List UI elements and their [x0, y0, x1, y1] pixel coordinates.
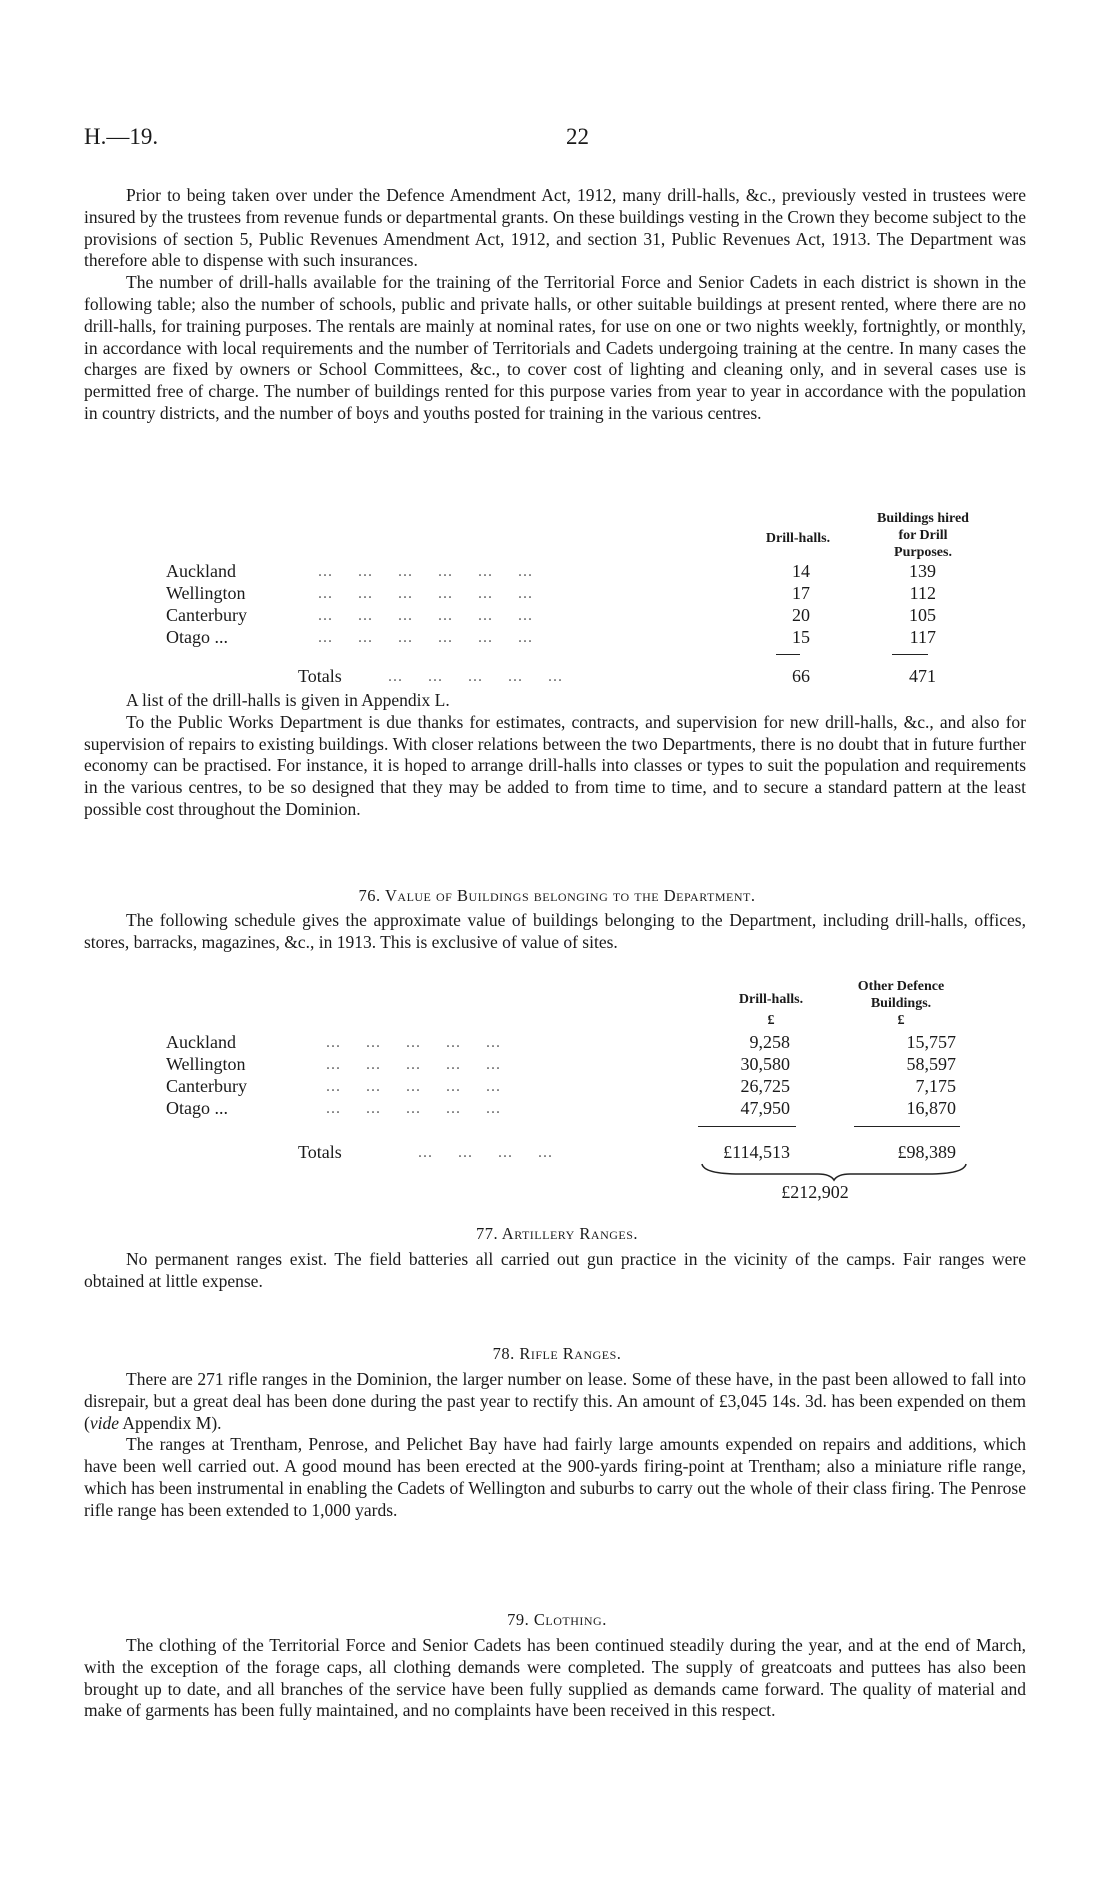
public-works-text — [84, 690, 1026, 821]
page-number: 22 — [566, 124, 589, 149]
table1-total-drill-halls: 66 — [792, 666, 810, 686]
table1-sum-rule — [776, 654, 800, 655]
table2-col-drill-halls: Drill-halls. — [738, 992, 804, 1007]
table2-col-drill-halls-unit: £ — [767, 1013, 775, 1028]
table2-total-other: £98,389 — [897, 1142, 956, 1162]
table1-sum-rule — [892, 654, 928, 655]
table2-cell-other: 15,757 — [906, 1032, 956, 1052]
table2-totals-label: Totals — [298, 1142, 342, 1162]
section-78-text — [84, 1369, 1026, 1522]
report-reference: H.—19. — [84, 124, 159, 149]
table2-row-district: Wellington — [166, 1054, 246, 1074]
table2-row-district: Canterbury — [166, 1076, 247, 1096]
table1-cell-hired: 117 — [909, 627, 936, 647]
trentham-ranges-paragraph: The ranges at Trentham, Penrose, and Pelichet Bay have had fairly large amounts expended on repairs and additions, which have been well carried out. A good mound has been erected at the 900-yards firing-point at Trentham; also a miniature rifle range, which has been instrumental in enabling the Cadets of Wellington and suburbs to carry out the whole of their class firing. The Penrose rifle range has been extended to 1,000 yards. — [84, 1434, 1026, 1520]
artillery-ranges-paragraph: No permanent ranges exist. The field batteries all carried out gun practice in the vicinity of the camps. Fair ranges were obtained at little expense. — [84, 1249, 1026, 1291]
leader-dots: ... ... ... ... ... — [326, 1056, 501, 1073]
table2-cell-drill-halls: 9,258 — [749, 1032, 790, 1052]
table2-cell-other: 16,870 — [906, 1098, 956, 1118]
leader-dots: ... ... ... ... ... ... — [318, 563, 533, 580]
section-79-heading: 79. Clothing. — [507, 1610, 607, 1629]
table1-row-district: Auckland — [166, 561, 236, 581]
table2-sum-rule — [698, 1126, 796, 1127]
table1-cell-hired: 139 — [909, 561, 936, 581]
table2-cell-other: 58,597 — [906, 1054, 956, 1074]
section-76-heading: 76. Value of Buildings belonging to the Department. — [358, 886, 756, 905]
table1-row-district: Canterbury — [166, 605, 247, 625]
table1-cell-drill-halls: 15 — [792, 627, 810, 647]
leader-dots: ... ... ... ... ... ... — [318, 607, 533, 624]
table1-cell-hired: 105 — [909, 605, 936, 625]
section-77-heading: 77. Artillery Ranges. — [475, 1224, 639, 1243]
table1-cell-drill-halls: 14 — [792, 561, 810, 581]
section-77-text — [84, 1249, 1026, 1293]
leader-dots: ... ... ... ... ... — [388, 668, 563, 685]
value-schedule-paragraph: The following schedule gives the approximate value of buildings belonging to the Department, including drill-halls, offices, stores, barracks, magazines, &c., in 1913. This is exclusive of value of sites. — [84, 910, 1026, 952]
rifle-ranges-paragraph: There are 271 rifle ranges in the Dominion, the larger number on lease. Some of these have, in the past been allowed to fall into disrepair, but a great deal has been done during the past year to rectify this. An amount of £3,045 14s. 3d. has been expended on them (vide Appendix M). — [84, 1369, 1026, 1433]
section-78-heading: 78. Rifle Ranges. — [492, 1344, 622, 1363]
public-works-paragraph: To the Public Works Department is due thanks for estimates, contracts, and supervision for new drill-halls, &c., and also for supervision of repairs to existing buildings. With closer relations between the two Departments, there is no doubt that in future further economy can be practised. For instance, it is hoped to arrange drill-halls into classes or types to suit the population and requirements in the various centres, to be so designed that they may be added to from time to time, and to secure a standard pattern at the least possible cost throughout the Dominion. — [84, 711, 1026, 819]
leader-dots: ... ... ... ... — [418, 1144, 553, 1161]
table1-row-district: Wellington — [166, 583, 246, 603]
leader-dots: ... ... ... ... ... — [326, 1078, 501, 1095]
table1-row-district: Otago ... — [166, 627, 228, 647]
appendix-l-note: A list of the drill-halls is given in Appendix L. — [126, 690, 450, 710]
leader-dots: ... ... ... ... ... — [326, 1034, 501, 1051]
table2-cell-drill-halls: 47,950 — [740, 1098, 790, 1118]
grand-total-brace — [700, 1162, 970, 1182]
table1-col-buildings-hired: Buildings hired for Drill Purposes. — [877, 511, 969, 560]
insurance-paragraph: Prior to being taken over under the Defence Amendment Act, 1912, many drill-halls, &c., previously vested in trustees were insured by the trustees from revenue funds or departmental grants. On these buildings vesting in the Crown they become subject to the provisions of section 5, Public Revenues Amendment Act, 1912, and section 31, Public Revenues Act, 1913. The Department was therefore able to dispense with such insurances. — [84, 185, 1026, 271]
table1-cell-drill-halls: 17 — [792, 583, 810, 603]
table2-total-drill-halls: £114,513 — [723, 1142, 790, 1162]
table2-cell-drill-halls: 26,725 — [740, 1076, 790, 1096]
table1-col-drill-halls: Drill-halls. — [765, 531, 831, 546]
section-79-text — [84, 1635, 1026, 1722]
table2-sum-rule — [854, 1126, 960, 1127]
table2-col-other-buildings: Other Defence Buildings. £ — [857, 979, 945, 1028]
table1-totals-label: Totals — [298, 666, 342, 686]
table1-cell-hired: 112 — [909, 583, 936, 603]
drill-halls-paragraph: The number of drill-halls available for the training of the Territorial Force and Senior Cadets in each district is shown in the following table; also the number of schools, public and private halls, or other suitable buildings at present rented, where there are no drill-halls, for training purposes. The rentals are mainly at nominal rates, for use on one or two nights weekly, fortnightly, or monthly, in accordance with local requirements and the number of Territorials and Cadets undergoing training at the centre. In many cases the charges are fixed by owners or School Committees, &c., to cover cost of lighting and cleaning only, and in several cases use is permitted free of charge. The number of buildings rented for this purpose varies from year to year in accordance with the population in country districts, and the number of boys and youths posted for training in the various centres. — [84, 272, 1026, 423]
table2-grand-total: £212,902 — [781, 1182, 849, 1202]
intro-text — [84, 185, 1026, 425]
leader-dots: ... ... ... ... ... ... — [318, 629, 533, 646]
table1-total-hired: 471 — [909, 666, 936, 686]
table2-cell-drill-halls: 30,580 — [740, 1054, 790, 1074]
table2-row-district: Otago ... — [166, 1098, 228, 1118]
table2-row-district: Auckland — [166, 1032, 236, 1052]
leader-dots: ... ... ... ... ... ... — [318, 585, 533, 602]
section-76-text — [84, 910, 1026, 954]
table1-cell-drill-halls: 20 — [792, 605, 810, 625]
table2-cell-other: 7,175 — [915, 1076, 956, 1096]
leader-dots: ... ... ... ... ... — [326, 1100, 501, 1117]
clothing-paragraph: The clothing of the Territorial Force and Senior Cadets has been continued steadily during the year, and at the end of March, with the exception of the forage caps, all clothing demands were completed. The supply of greatcoats and puttees has also been brought up to date, and all branches of the service have been fully supplied as demands came forward. The quality of material and make of garments has been fully maintained, and no complaints have been received in this respect. — [84, 1635, 1026, 1721]
